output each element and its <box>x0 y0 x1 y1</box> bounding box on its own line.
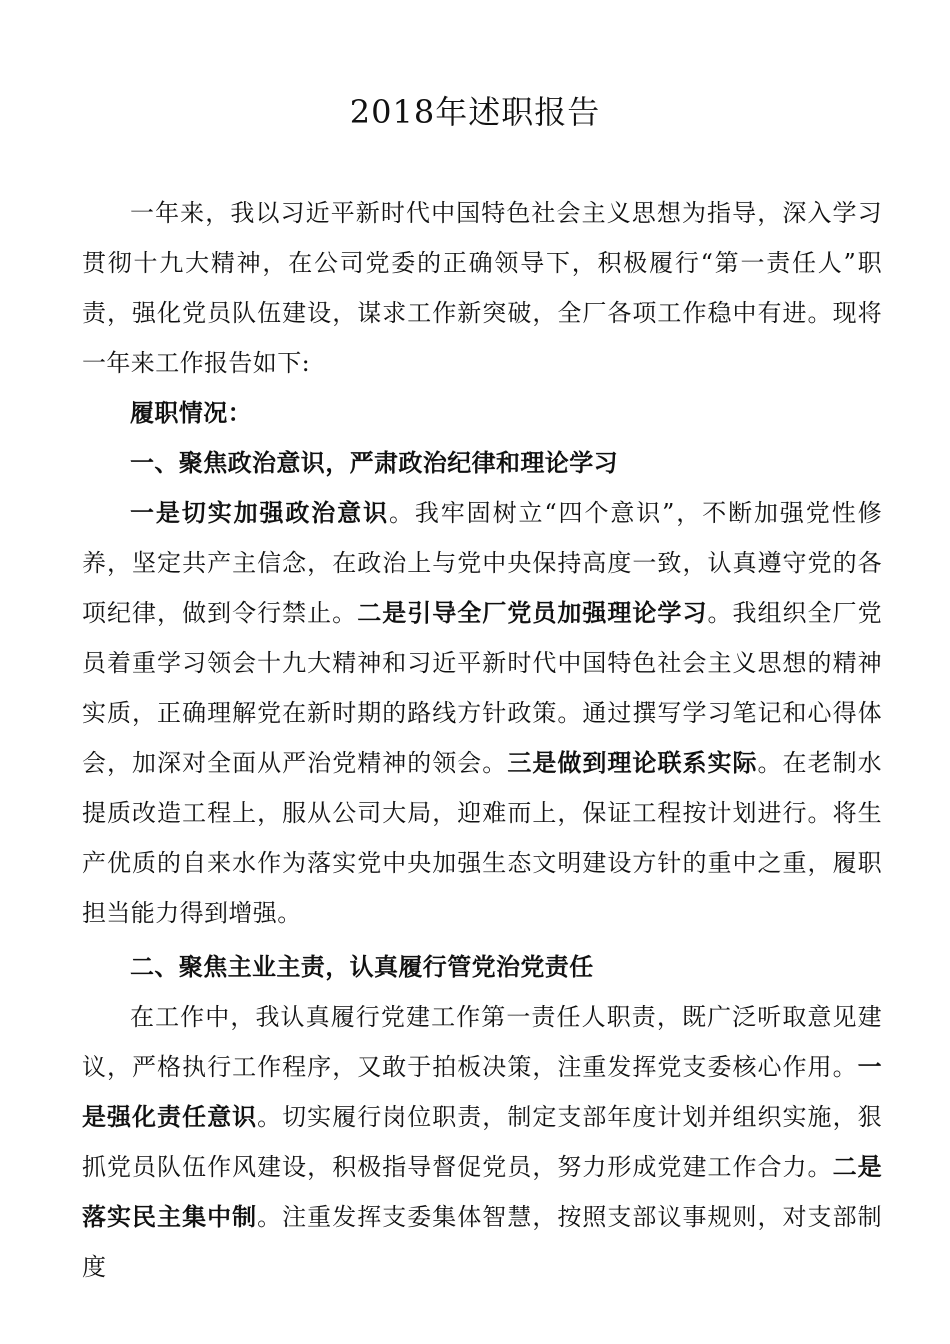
section1-text3: 。在老制水提质改造工程上，服从公司大局，迎难而上，保证工程按计划进行。将生产优质的自来水作为落实党中央加强生态文明建设方针的重中之重，履职担当能力得到增强。 <box>82 749 883 927</box>
intro-paragraph: 一年来，我以习近平新时代中国特色社会主义思想为指导，深入学习贯彻十九大精神，在公司党委的正确领导下，积极履行“第一责任人”职责，强化党员队伍建设，谋求工作新突破，全厂各项工作稳中有进。现将一年来工作报告如下: <box>82 199 882 377</box>
document-body <box>82 188 882 1292</box>
section2-text1: 。切实履行岗位职责，制定支部年度计划并组织实施，狠抓党员队伍作风建设，积极指导督促党员，努力形成党建工作合力。 <box>82 1103 882 1181</box>
section1-text2: 。我组织全厂党员着重学习领会十九大精神和习近平新时代中国特色社会主义思想的精神实质，正确理解党在新时期的路线方针政策。通过撰写学习笔记和心得体会，加深对全面从严治党精神的领会。 <box>82 599 882 777</box>
section2-heading: 二、聚焦主业主责，认真履行管党治党责任 <box>130 953 594 981</box>
section1-lead3: 三是做到理论联系实际 <box>507 748 758 777</box>
section-heading: 履职情况： <box>130 399 252 427</box>
section2-text2: 。注重发挥支委集体智慧，按照支部议事规则，对支部制度 <box>82 1203 882 1281</box>
section1-text1: 。我牢固树立“四个意识”，不断加强党性修养，坚定共产主信念，在政治上与党中央保持高度一致，认真遵守党的各项纪律，做到令行禁止。 <box>82 499 882 627</box>
section1-heading: 一、聚焦政治意识，严肃政治纪律和理论学习 <box>130 449 618 477</box>
section1-lead1: 一是切实加强政治意识 <box>130 498 389 527</box>
section2-lead2: 二是落实民主集中制 <box>82 1152 882 1231</box>
section2-lead1: 一是强化责任意识 <box>82 1052 882 1131</box>
section1-lead2: 二是引导全厂党员加强理论学习 <box>357 598 708 627</box>
section1-paragraph <box>82 488 882 938</box>
section2-paragraph <box>82 992 882 1292</box>
document-title: 2018年述职报告 <box>349 93 601 131</box>
section2-text0: 在工作中，我认真履行党建工作第一责任人职责，既广泛听取意见建议，严格执行工作程序，又敢于拍板决策，注重发挥党支委核心作用。 <box>82 1003 882 1081</box>
